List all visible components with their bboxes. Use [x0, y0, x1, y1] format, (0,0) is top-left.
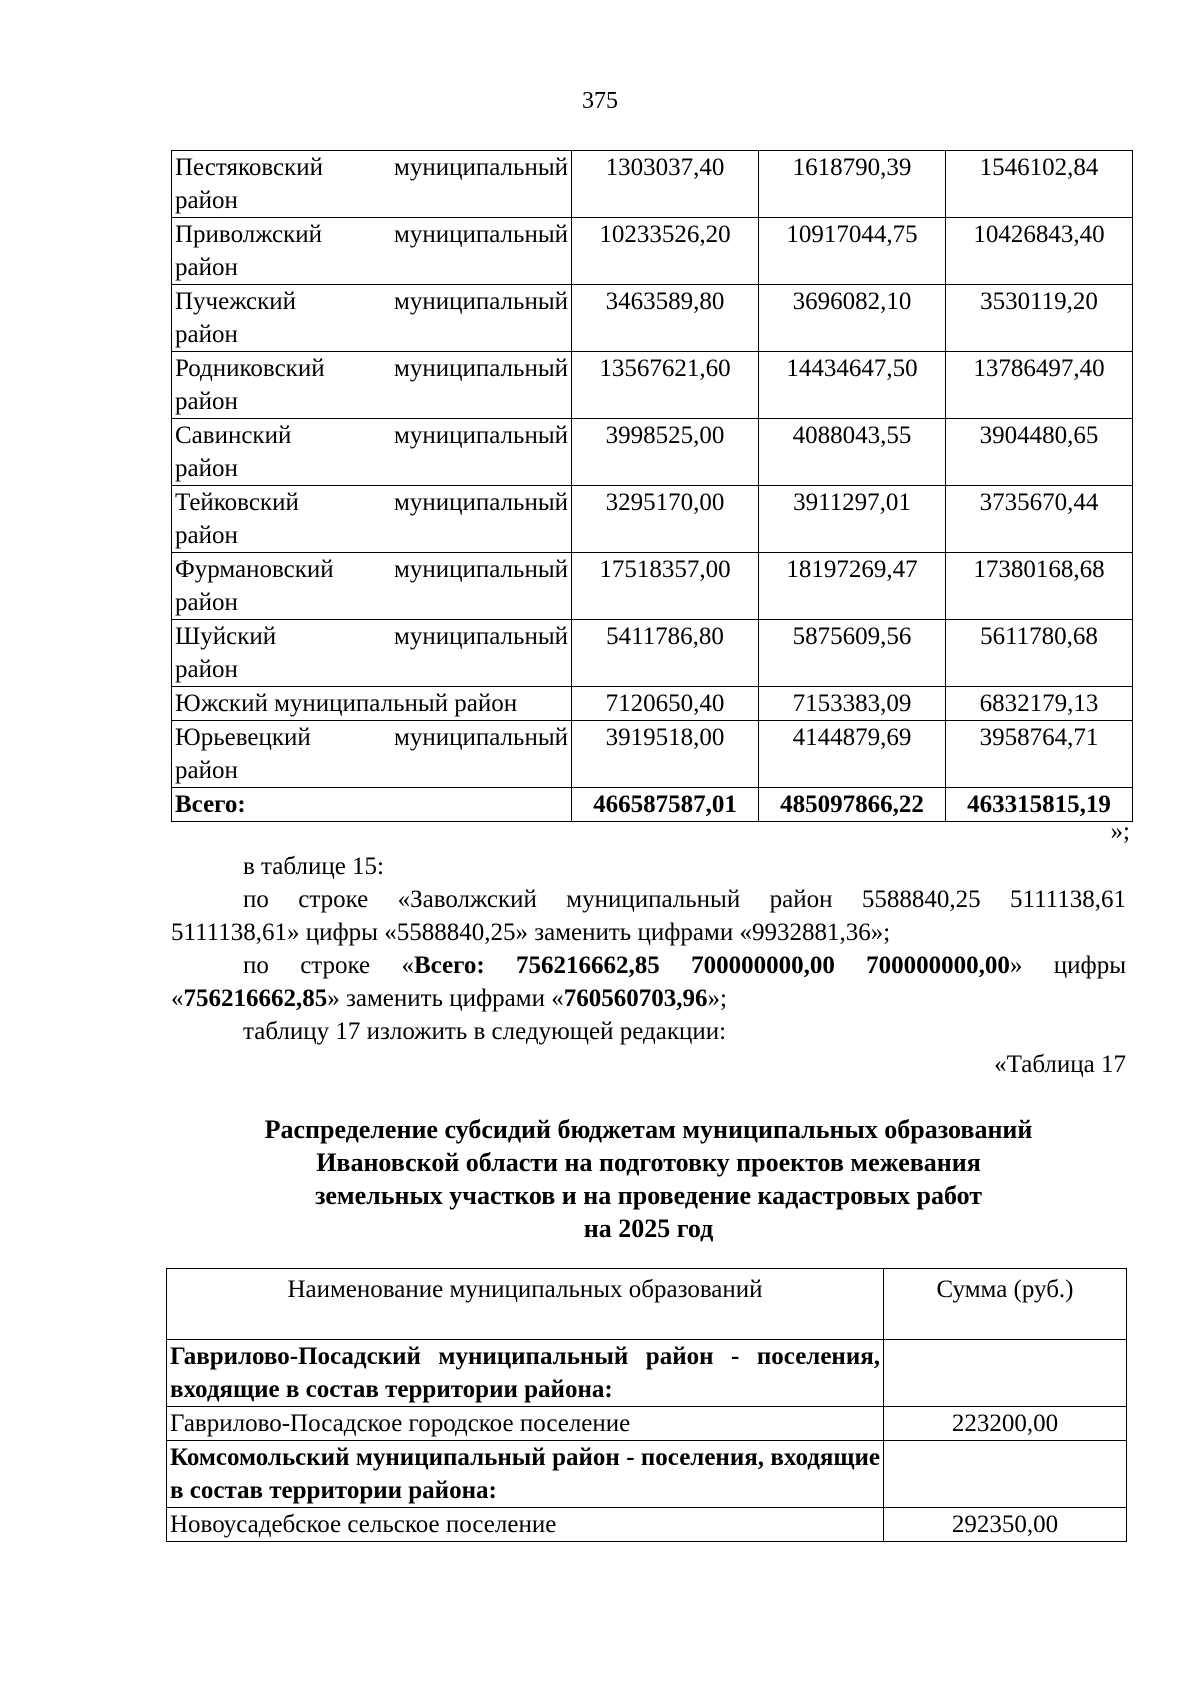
value-cell: 13786497,40	[946, 352, 1133, 419]
district-name: Пестяковский	[175, 154, 323, 181]
district-suffix: район	[175, 321, 238, 348]
value-cell: 3735670,44	[946, 486, 1133, 553]
settlement-row	[167, 1407, 1127, 1441]
table-row	[172, 687, 1133, 721]
district-name: Шуйский	[175, 623, 277, 650]
district-name-cell	[172, 352, 572, 419]
district-suffix: район	[175, 757, 238, 784]
value-cell: 3530119,20	[946, 285, 1133, 352]
paragraph-line: по строке «Заволжский муниципальный район 5588840,25 5111138,61	[243, 886, 1126, 913]
paragraph-table15	[171, 850, 1126, 883]
district-name-cell	[172, 419, 572, 486]
total-value: 485097866,22	[759, 788, 946, 822]
value-cell: 17518357,00	[572, 553, 759, 620]
district-type: муниципальный	[394, 724, 568, 751]
section-row	[167, 1441, 1127, 1508]
total-label: Всего:	[172, 788, 572, 822]
district-name: Южский муниципальный район	[175, 690, 518, 717]
paragraph-line: 5111138,61» цифры «5588840,25» заменить цифрами «9932881,36»;	[171, 919, 891, 946]
total-row	[172, 788, 1133, 822]
value-cell: 3958764,71	[946, 721, 1133, 788]
value-cell: 1546102,84	[946, 151, 1133, 218]
district-type: муниципальный	[394, 422, 568, 449]
section-heading: Гаврилово-Посадский муниципальный район - поселения, входящие в состав территории района:	[167, 1340, 884, 1407]
value-cell: 3904480,65	[946, 419, 1133, 486]
table-header-row	[167, 1269, 1127, 1340]
district-name: Фурмановский	[175, 556, 334, 583]
table-row	[172, 721, 1133, 788]
table-row	[172, 486, 1133, 553]
settlement-sum: 292350,00	[884, 1508, 1127, 1542]
district-name-cell	[172, 553, 572, 620]
value-cell: 10426843,40	[946, 218, 1133, 285]
section-sum-empty	[884, 1441, 1127, 1508]
district-name-cell	[172, 218, 572, 285]
paragraph-line: по строке «Всего: 756216662,85 700000000,00 700000000,00» цифры	[243, 952, 1126, 979]
table-row	[172, 553, 1133, 620]
paragraph-table17	[171, 1015, 1126, 1048]
table-row	[172, 352, 1133, 419]
value-cell: 4144879,69	[759, 721, 946, 788]
paragraph-text: таблицу 17 изложить в следующей редакции:	[243, 1018, 727, 1045]
paragraph-text: в таблице 15:	[243, 853, 385, 880]
district-name-cell	[172, 486, 572, 553]
title-line: Ивановской области на подготовку проектов межевания	[316, 1148, 981, 1177]
district-suffix: район	[175, 455, 238, 482]
district-type: муниципальный	[394, 221, 568, 248]
value-cell: 3295170,00	[572, 486, 759, 553]
district-name-cell	[172, 620, 572, 687]
settlement-sum: 223200,00	[884, 1407, 1127, 1441]
settlement-name: Новоусадебское сельское поселение	[167, 1508, 884, 1542]
district-name-cell	[172, 151, 572, 218]
value-cell: 3696082,10	[759, 285, 946, 352]
paragraph-row-total	[171, 949, 1126, 1015]
header-name: Наименование муниципальных образований	[167, 1269, 884, 1340]
value-cell: 5411786,80	[572, 620, 759, 687]
bold-total-values: Всего: 756216662,85 700000000,00 700000000,00	[413, 952, 1010, 979]
value-cell: 10917044,75	[759, 218, 946, 285]
district-name: Тейковский	[175, 489, 299, 516]
title-line: Распределение субсидий бюджетам муниципальных образований	[264, 1115, 1033, 1144]
settlement-name: Гаврилово-Посадское городское поселение	[167, 1407, 884, 1441]
district-suffix: район	[175, 388, 238, 415]
district-type: муниципальный	[394, 154, 568, 181]
district-type: муниципальный	[394, 623, 568, 650]
section-row	[167, 1340, 1127, 1407]
value-cell: 3998525,00	[572, 419, 759, 486]
table-row	[172, 620, 1133, 687]
section-sum-empty	[884, 1340, 1127, 1407]
value-cell: 6832179,13	[946, 687, 1133, 721]
value-cell: 13567621,60	[572, 352, 759, 419]
title-line: земельных участков и на проведение кадастровых работ	[314, 1181, 983, 1210]
value-cell: 3911297,01	[759, 486, 946, 553]
title-line: на 2025 год	[583, 1214, 714, 1243]
district-name: Приволжский	[175, 221, 323, 248]
table-17	[166, 1268, 1127, 1542]
district-type: муниципальный	[394, 556, 568, 583]
value-cell: 18197269,47	[759, 553, 946, 620]
subsidy-table-continued	[171, 150, 1133, 822]
district-type: муниципальный	[394, 288, 568, 315]
value-cell: 4088043,55	[759, 419, 946, 486]
district-name: Савинский	[175, 422, 292, 449]
district-name-cell	[172, 285, 572, 352]
district-name: Родниковский	[175, 355, 325, 382]
total-value: 463315815,19	[946, 788, 1133, 822]
table-17-title	[171, 1113, 1126, 1245]
value-cell: 1618790,39	[759, 151, 946, 218]
district-suffix: район	[175, 522, 238, 549]
table-17-label: «Таблица 17	[994, 1051, 1126, 1078]
district-name-cell	[172, 721, 572, 788]
value-cell: 1303037,40	[572, 151, 759, 218]
table-closing-quote: »;	[1110, 818, 1130, 845]
district-suffix: район	[175, 254, 238, 281]
district-name-cell	[172, 687, 572, 721]
page-number: 375	[582, 88, 618, 114]
paragraph-row-zavolzhsky	[171, 883, 1126, 949]
settlement-row	[167, 1508, 1127, 1542]
value-cell: 7120650,40	[572, 687, 759, 721]
total-value: 466587587,01	[572, 788, 759, 822]
district-suffix: район	[175, 589, 238, 616]
table-row	[172, 218, 1133, 285]
header-sum: Сумма (руб.)	[884, 1269, 1127, 1340]
value-cell: 3463589,80	[572, 285, 759, 352]
value-cell: 17380168,68	[946, 553, 1133, 620]
value-cell: 7153383,09	[759, 687, 946, 721]
district-name: Юрьевецкий	[175, 724, 311, 751]
district-name: Пучежский	[175, 288, 297, 315]
district-type: муниципальный	[394, 489, 568, 516]
district-type: муниципальный	[394, 355, 568, 382]
paragraph-line: «756216662,85» заменить цифрами «760560703,96»;	[171, 985, 727, 1012]
value-cell: 14434647,50	[759, 352, 946, 419]
value-cell: 10233526,20	[572, 218, 759, 285]
bold-new-value: 760560703,96	[563, 985, 708, 1012]
value-cell: 3919518,00	[572, 721, 759, 788]
district-suffix: район	[175, 187, 238, 214]
table-row	[172, 151, 1133, 218]
section-heading: Комсомольский муниципальный район - поселения, входящие в состав территории района:	[167, 1441, 884, 1508]
value-cell: 5611780,68	[946, 620, 1133, 687]
table-row	[172, 419, 1133, 486]
district-suffix: район	[175, 656, 238, 683]
bold-old-value: 756216662,85	[183, 985, 328, 1012]
value-cell: 5875609,56	[759, 620, 946, 687]
table-row	[172, 285, 1133, 352]
